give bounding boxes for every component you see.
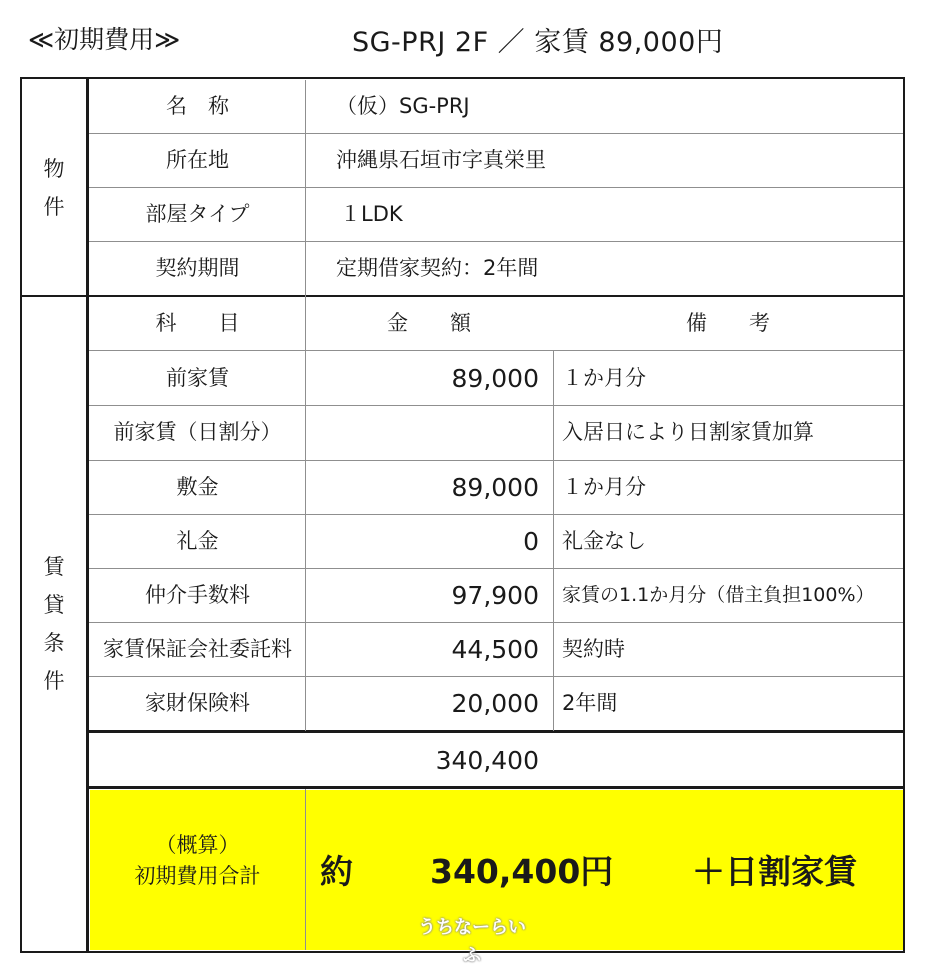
lease-amount: 20,000	[451, 689, 539, 718]
summary-label-line2: 初期費用合計	[134, 864, 261, 888]
lease-item: 敷金	[176, 474, 219, 499]
header-note: 備 考	[686, 310, 770, 335]
lease-note: 2年間	[562, 691, 618, 715]
property-label: 部屋タイプ	[145, 201, 250, 226]
property-value: （仮）SG-PRJ	[336, 94, 470, 118]
property-label-char: 件	[43, 195, 65, 219]
lease-amount	[305, 405, 553, 460]
lease-item: 仲介手数料	[145, 582, 250, 607]
property-section-label	[22, 80, 86, 296]
lease-amount: 97,900	[451, 580, 539, 610]
lease-note: 礼金なし	[562, 528, 646, 553]
lease-item: 家賃保証会社委託料	[103, 636, 292, 661]
summary-prefix: 約	[320, 852, 353, 891]
lease-item: 前家賃	[166, 365, 229, 390]
header-left-title: ≪初期費用≫	[28, 25, 181, 54]
lease-amount: 89,000	[451, 472, 539, 502]
header-item: 科 目	[155, 310, 240, 335]
watermark-logo: うちなーらいふ	[418, 917, 526, 966]
lease-note: 家賃の1.1か月分（借主負担100%）	[562, 583, 875, 606]
subtotal-amount: 340,400	[435, 745, 539, 775]
property-value: 沖縄県石垣市字真栄里	[336, 147, 546, 172]
lease-label-char: 賃	[43, 554, 65, 579]
property-label-char: 物	[43, 157, 65, 181]
lease-item: 前家賃（日割分）	[113, 420, 282, 444]
lease-note: １か月分	[562, 474, 646, 499]
summary-label-line1: （概算）	[155, 833, 240, 857]
property-label: 所在地	[166, 147, 229, 172]
summary-total-amount: 340,400円	[430, 852, 614, 891]
lease-note: 入居日により日割家賃加算	[562, 420, 814, 444]
lease-amount: 89,000	[451, 363, 539, 393]
lease-note: １か月分	[562, 365, 646, 390]
lease-label-char: 件	[43, 668, 65, 693]
lease-amount: 0	[523, 526, 539, 556]
property-label: 契約期間	[155, 256, 240, 280]
property-value: 定期借家契約：2年間	[336, 256, 539, 280]
lease-label-char: 貸	[43, 592, 65, 617]
lease-amount: 44,500	[451, 634, 539, 664]
summary-label	[90, 830, 305, 892]
property-label: 名 称	[166, 94, 229, 118]
lease-section-label	[22, 296, 86, 951]
lease-item: 家財保険料	[145, 691, 250, 715]
lease-label-char: 条	[43, 630, 65, 655]
lease-item: 礼金	[176, 528, 219, 553]
header-right-title: SG-PRJ 2F ／ 家賃 89,000円	[352, 27, 724, 58]
property-value: １LDK	[340, 201, 403, 226]
header-amount: 金 額	[387, 310, 471, 335]
lease-note: 契約時	[562, 636, 625, 661]
summary-suffix: ＋日割家賃	[692, 852, 857, 891]
